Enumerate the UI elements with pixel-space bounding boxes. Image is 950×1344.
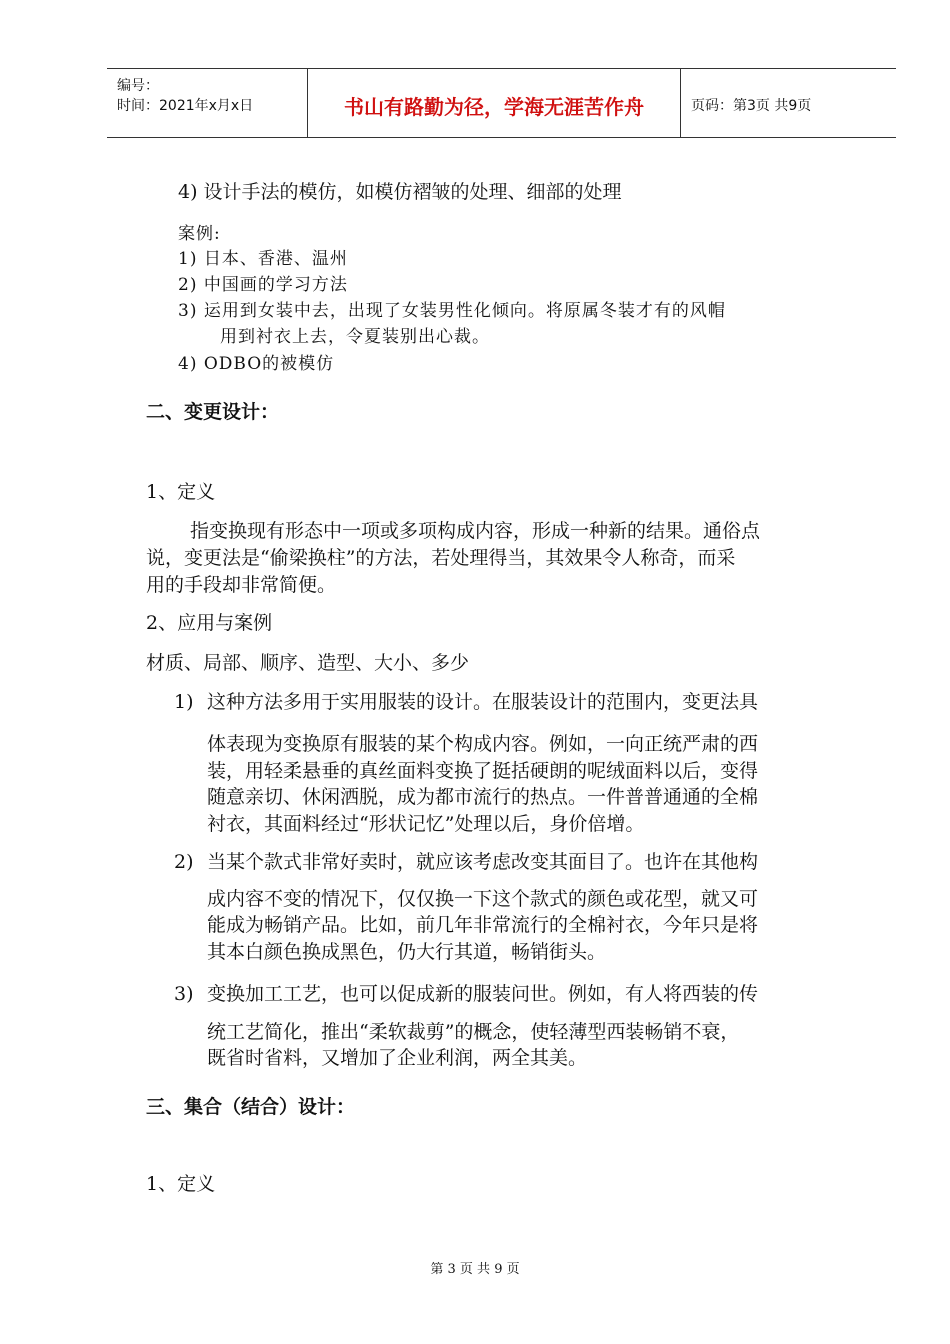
- motto: 书山有路勤为径，学海无涯苦作舟: [344, 95, 644, 119]
- application-1-line-5: 衬衣，其面料经过“形状记忆”处理以后，身价倍增。: [207, 813, 645, 835]
- application-2-number: 2): [174, 851, 194, 873]
- application-1-line-1: 这种方法多用于实用服装的设计。在服装设计的范围内，变更法具: [207, 691, 759, 713]
- time-label: 时间：2021年x月x日: [117, 98, 254, 114]
- case-item-4: 4) ODBO的被模仿: [178, 354, 335, 374]
- section-2-heading: 二、变更设计：: [146, 401, 280, 423]
- section-2-definition-line-3: 用的手段却非常简便。: [146, 574, 337, 596]
- application-2-line-3: 能成为畅销产品。比如，前几年非常流行的全棉衬衣，今年只是将: [207, 914, 759, 936]
- serial-label: 编号：: [117, 78, 159, 94]
- application-3-line-3: 既省时省料，又增加了企业利润，两全其美。: [207, 1047, 588, 1069]
- section-2-aspects: 材质、局部、顺序、造型、大小、多少: [146, 652, 470, 674]
- application-1-line-4: 随意亲切、休闲洒脱，成为都市流行的热点。一件普普通通的全棉: [207, 786, 759, 808]
- section-3-heading: 三、集合（结合）设计：: [146, 1096, 356, 1118]
- application-2-line-1: 当某个款式非常好卖时，就应该考虑改变其面目了。也许在其他构: [207, 851, 759, 873]
- document-header: [107, 68, 896, 138]
- header-page-label: 页码：第3页 共9页: [691, 98, 812, 114]
- header-meta-cell: [107, 69, 308, 137]
- page-footer: 第 3 页 共 9 页: [430, 1262, 520, 1277]
- case-item-1: 1) 日本、香港、温州: [178, 249, 348, 269]
- application-1-line-3: 装，用轻柔悬垂的真丝面料变换了挺括硬朗的呢绒面料以后，变得: [207, 760, 759, 782]
- application-2-line-4: 其本白颜色换成黑色，仍大行其道，畅销街头。: [207, 941, 607, 963]
- application-3-line-1: 变换加工工艺，也可以促成新的服装问世。例如，有人将西装的传: [207, 983, 759, 1005]
- header-page-cell: [681, 69, 896, 137]
- section-2-definition-line-1: 指变换现有形态中一项或多项构成内容，形成一种新的结果。通俗点: [190, 520, 761, 542]
- case-item-3-line-1: 3) 运用到女装中去，出现了女装男性化倾向。将原属冬装才有的风帽: [178, 301, 726, 321]
- application-2-line-2: 成内容不变的情况下，仅仅换一下这个款式的颜色或花型，就又可: [207, 888, 759, 910]
- application-3-number: 3): [174, 983, 194, 1005]
- cases-label: 案例:: [178, 224, 221, 244]
- section-2-definition-line-2: 说，变更法是“偷梁换柱”的方法，若处理得当，其效果令人称奇，而采: [146, 547, 736, 569]
- header-motto-cell: [308, 69, 681, 137]
- application-1-number: 1): [174, 691, 194, 713]
- imitation-item-4: 4) 设计手法的模仿，如模仿褶皱的处理、细部的处理: [178, 181, 622, 203]
- section-3-definition-heading: 1、定义: [146, 1173, 216, 1195]
- section-2-application-heading: 2、应用与案例: [146, 612, 273, 634]
- section-2-definition-heading: 1、定义: [146, 481, 216, 503]
- application-3-line-2: 统工艺简化，推出“柔软裁剪”的概念，使轻薄型西装畅销不衰，: [207, 1021, 740, 1043]
- case-item-2: 2) 中国画的学习方法: [178, 275, 348, 295]
- application-1-line-2: 体表现为变换原有服装的某个构成内容。例如，一向正统严肃的西: [207, 733, 759, 755]
- case-item-3-line-2: 用到衬衣上去，令夏装别出心裁。: [220, 327, 490, 347]
